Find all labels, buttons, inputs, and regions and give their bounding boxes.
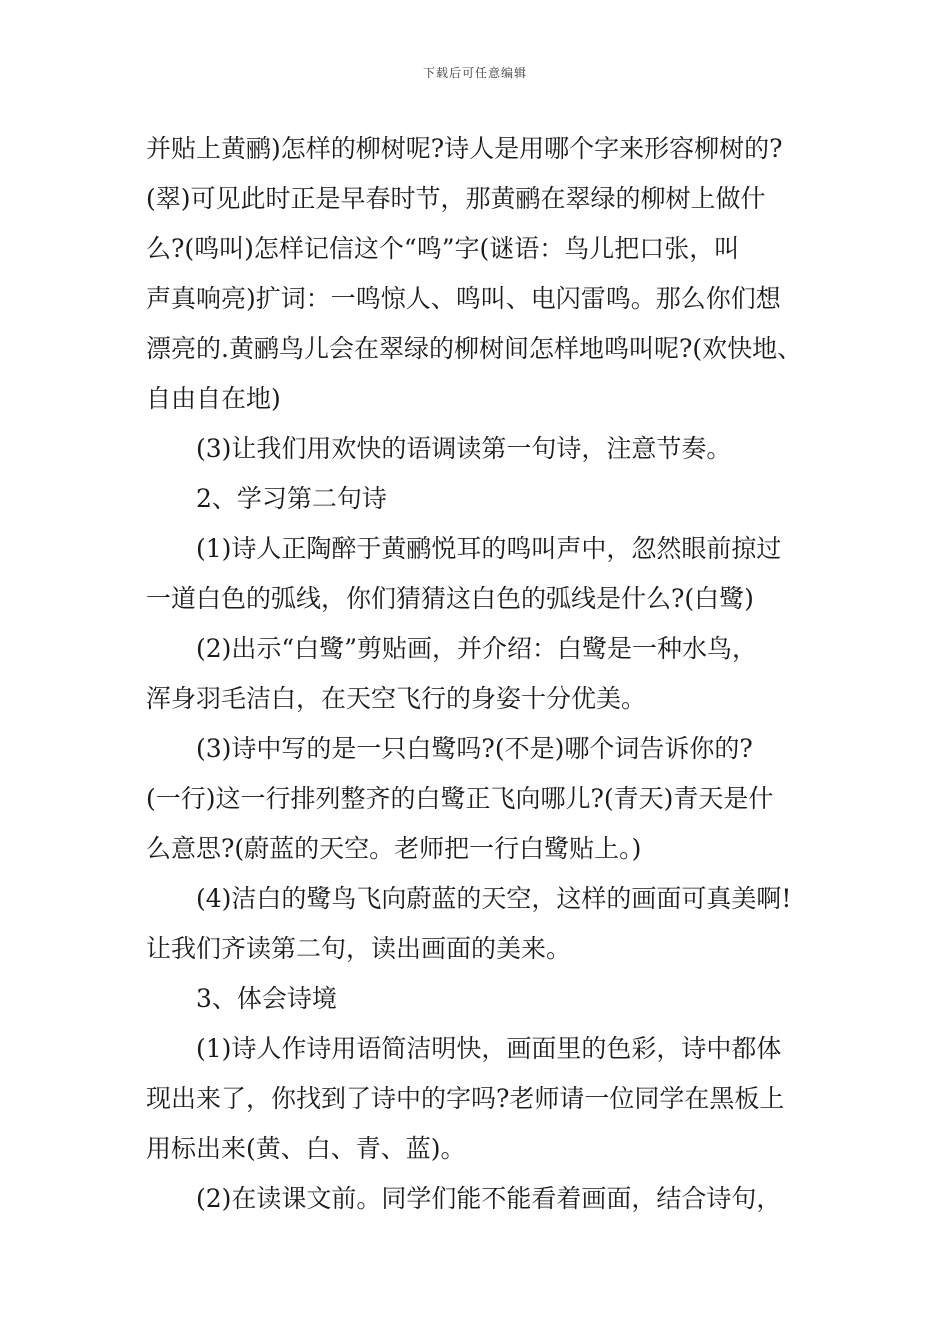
text-line: 么?(鸣叫)怎样记信这个“鸣”字(谜语：鸟儿把口张，叫	[146, 234, 740, 263]
text-line: 漂亮的.黄鹂鸟儿会在翠绿的柳树间怎样地鸣叫呢?(欢快地、	[146, 334, 803, 363]
text-line: 现出来了，你找到了诗中的字吗?老师请一位同学在黑板上	[146, 1084, 785, 1113]
text-line: 用标出来(黄、白、青、蓝)。	[146, 1134, 466, 1163]
text-line: (1)诗人正陶醉于黄鹂悦耳的鸣叫声中，忽然眼前掠过	[196, 534, 782, 563]
text-line: (3)让我们用欢快的语调读第一句诗，注意节奏。	[196, 434, 732, 463]
text-line: 一道白色的弧线，你们猜猜这白色的弧线是什么?(白鹭)	[146, 584, 754, 613]
text-line: (翠)可见此时正是早春时节，那黄鹂在翠绿的柳树上做什	[146, 184, 766, 213]
text-line: 并贴上黄鹂)怎样的柳树呢?诗人是用哪个字来形容柳树的?	[146, 134, 783, 163]
page-header: 下载后可任意编辑	[422, 66, 527, 80]
section-heading: 2、学习第二句诗	[196, 484, 387, 513]
text-line: (一行)这一行排列整齐的白鹭正飞向哪儿?(青天)青天是什	[146, 784, 774, 813]
text-line: (1)诗人作诗用语简洁明快，画面里的色彩，诗中都体	[196, 1034, 782, 1063]
text-line: (4)洁白的鹭鸟飞向蔚蓝的天空，这样的画面可真美啊!	[196, 884, 792, 913]
text-line: 么意思?(蔚蓝的天空。老师把一行白鹭贴上。)	[146, 834, 642, 863]
text-line: 自由自在地)	[146, 384, 281, 413]
text-line: (2)出示“白鹭”剪贴画，并介绍：白鹭是一种水鸟，	[196, 634, 757, 663]
text-line: (3)诗中写的是一只白鹭吗?(不是)哪个词告诉你的?	[196, 734, 753, 763]
document-body	[146, 124, 826, 1224]
text-line: 声真响亮)扩词：一鸣惊人、鸣叫、电闪雷鸣。那么你们想	[146, 284, 781, 313]
text-line: 让我们齐读第二句，读出画面的美来。	[146, 934, 572, 963]
text-line: (2)在读课文前。同学们能不能看着画面，结合诗句，	[196, 1184, 782, 1213]
section-heading: 3、体会诗境	[196, 984, 337, 1013]
text-line: 浑身羽毛洁白，在天空飞行的身姿十分优美。	[146, 684, 647, 713]
